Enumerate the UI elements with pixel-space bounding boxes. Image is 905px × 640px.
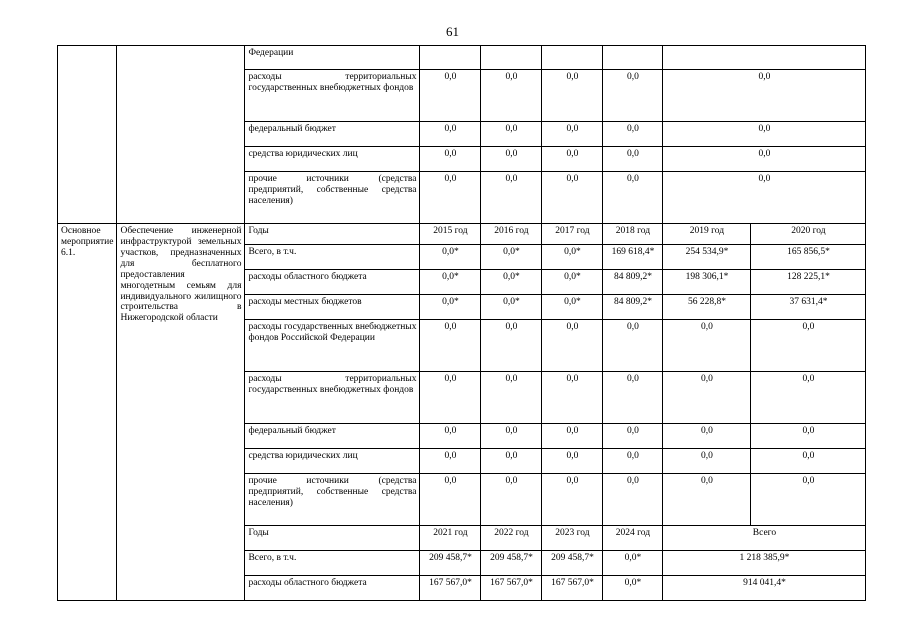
year-header: 2020 год: [751, 224, 866, 245]
value-cell: 0,0: [603, 172, 663, 224]
value-cell: 0,0: [663, 449, 751, 474]
year-header: 2017 год: [542, 224, 603, 245]
value-cell: 209 458,7*: [542, 551, 603, 576]
page-number: 61: [446, 24, 459, 39]
year-header: 2021 год: [420, 526, 481, 551]
value-cell: 0,0: [420, 172, 481, 224]
measure-label: Основное мероприятие 6.1.: [58, 224, 117, 601]
value-cell: 0,0: [751, 372, 866, 424]
value-cell: 0,0: [481, 147, 542, 172]
value-cell: 0,0*: [420, 270, 481, 295]
value-cell: 198 306,1*: [663, 270, 751, 295]
value-cell: 0,0: [542, 147, 603, 172]
total-cell: 0,0: [663, 147, 866, 172]
value-cell: 0,0: [542, 424, 603, 449]
source-name: прочие источники (средства предприятий, собственные средства населения): [245, 172, 420, 224]
table-row: [58, 224, 866, 245]
year-header: 2018 год: [603, 224, 663, 245]
value-cell: 0,0: [751, 320, 866, 372]
value-cell: 0,0: [603, 70, 663, 122]
value-cell: 0,0: [481, 122, 542, 147]
value-cell: 0,0: [481, 424, 542, 449]
value-cell: 0,0*: [481, 270, 542, 295]
value-cell: 0,0: [420, 424, 481, 449]
total-header: Всего: [663, 526, 866, 551]
value-cell: 254 534,9*: [663, 245, 751, 270]
value-cell: 0,0: [542, 172, 603, 224]
value-cell: 0,0: [542, 320, 603, 372]
value-cell: 0,0*: [481, 295, 542, 320]
year-header: 2024 год: [603, 526, 663, 551]
total-cell: 914 041,4*: [663, 576, 866, 601]
value-cell: 0,0: [542, 70, 603, 122]
value-cell: 0,0*: [481, 245, 542, 270]
value-cell: 0,0: [603, 449, 663, 474]
value-cell: 0,0: [603, 474, 663, 526]
value-cell: 0,0*: [603, 551, 663, 576]
value-cell: 209 458,7*: [420, 551, 481, 576]
years-label: Годы: [245, 526, 420, 551]
value-cell: 0,0: [542, 474, 603, 526]
source-name: Федерации: [245, 46, 420, 70]
value-cell: 0,0*: [542, 245, 603, 270]
value-cell: 0,0: [420, 320, 481, 372]
source-name: расходы государственных внебюджетных фондов Российской Федерации: [245, 320, 420, 372]
value-cell: 0,0: [663, 474, 751, 526]
source-name: расходы территориальных государственных внебюджетных фондов: [245, 372, 420, 424]
measure-cell-empty: [58, 46, 117, 224]
value-cell: 0,0: [542, 372, 603, 424]
source-name: расходы территориальных государственных внебюджетных фондов: [245, 70, 420, 122]
value-cell: 0,0: [420, 474, 481, 526]
source-name: расходы областного бюджета: [245, 270, 420, 295]
value-cell: 0,0: [663, 424, 751, 449]
source-name: федеральный бюджет: [245, 424, 420, 449]
year-header: 2015 год: [420, 224, 481, 245]
source-name: расходы местных бюджетов: [245, 295, 420, 320]
value-cell: 128 225,1*: [751, 270, 866, 295]
value-cell: 0,0*: [603, 576, 663, 601]
value-cell: 0,0: [481, 70, 542, 122]
value-cell: 0,0: [481, 449, 542, 474]
year-header: 2023 год: [542, 526, 603, 551]
years-label: Годы: [245, 224, 420, 245]
value-cell: 56 228,8*: [663, 295, 751, 320]
value-cell: 0,0: [751, 424, 866, 449]
value-cell: 0,0: [420, 147, 481, 172]
value-cell: 0,0: [542, 449, 603, 474]
value-cell: 0,0: [420, 70, 481, 122]
value-cell: 0,0: [603, 424, 663, 449]
table-row: [58, 46, 866, 70]
total-cell: 0,0: [663, 172, 866, 224]
year-header: 2022 год: [481, 526, 542, 551]
value-cell: 0,0: [663, 320, 751, 372]
value-cell: 0,0: [481, 320, 542, 372]
value-cell: 0,0: [542, 122, 603, 147]
value-cell: 0,0: [420, 449, 481, 474]
total-cell: 0,0: [663, 70, 866, 122]
value-cell: 0,0: [481, 372, 542, 424]
value-cell: 0,0: [603, 320, 663, 372]
value-cell: 37 631,4*: [751, 295, 866, 320]
source-name: федеральный бюджет: [245, 122, 420, 147]
total-cell: 0,0: [663, 122, 866, 147]
value-cell: 0,0: [603, 372, 663, 424]
value-cell: 167 567,0*: [420, 576, 481, 601]
value-cell: 167 567,0*: [542, 576, 603, 601]
measure-description: Обеспечение инженерной инфраструктурой земельных участков, предназначенных для бесплатного предоставления многодетным семьям для индивидуального жилищного строительства в Нижегородской области: [117, 224, 245, 601]
value-cell: 0,0*: [420, 245, 481, 270]
source-name: расходы областного бюджета: [245, 576, 420, 601]
value-cell: 0,0: [751, 449, 866, 474]
total-cell: 1 218 385,9*: [663, 551, 866, 576]
value-cell: 0,0*: [542, 295, 603, 320]
value-cell: 0,0*: [542, 270, 603, 295]
value-cell: 0,0: [603, 122, 663, 147]
value-cell: 84 809,2*: [603, 270, 663, 295]
source-name: Всего, в т.ч.: [245, 551, 420, 576]
value-cell: 84 809,2*: [603, 295, 663, 320]
source-name: прочие источники (средства предприятий, собственные средства населения): [245, 474, 420, 526]
source-name: средства юридических лиц: [245, 147, 420, 172]
source-name: средства юридических лиц: [245, 449, 420, 474]
value-cell: 0,0: [481, 474, 542, 526]
source-name: Всего, в т.ч.: [245, 245, 420, 270]
budget-table: [57, 45, 866, 601]
year-header: 2019 год: [663, 224, 751, 245]
value-cell: 0,0: [420, 372, 481, 424]
value-cell: 165 856,5*: [751, 245, 866, 270]
value-cell: 209 458,7*: [481, 551, 542, 576]
value-cell: 167 567,0*: [481, 576, 542, 601]
description-cell-empty: [117, 46, 245, 224]
value-cell: 0,0: [420, 122, 481, 147]
value-cell: 0,0: [663, 372, 751, 424]
value-cell: 0,0: [603, 147, 663, 172]
value-cell: 0,0: [751, 474, 866, 526]
year-header: 2016 год: [481, 224, 542, 245]
value-cell: 169 618,4*: [603, 245, 663, 270]
value-cell: 0,0: [481, 172, 542, 224]
value-cell: 0,0*: [420, 295, 481, 320]
